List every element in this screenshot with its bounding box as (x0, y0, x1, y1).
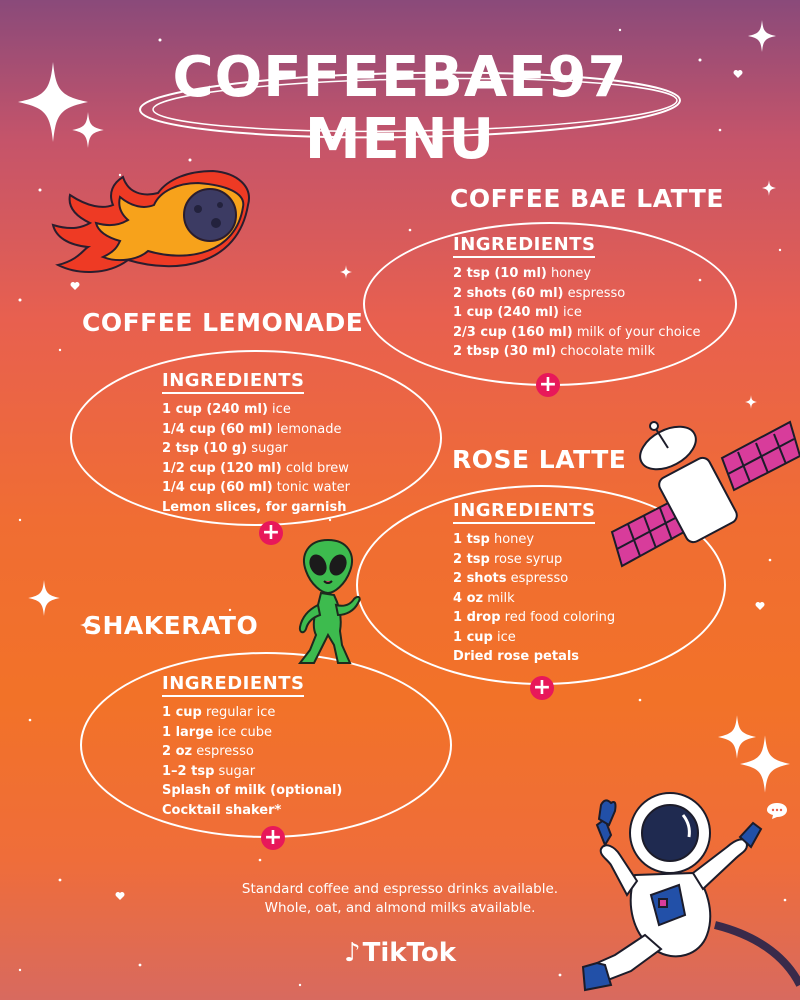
ingredient-quantity: 1 cup (453, 629, 493, 645)
comet-icon (48, 165, 258, 285)
ingredient-item (162, 478, 350, 498)
ingredient-item (453, 323, 701, 343)
ingredient-item (162, 703, 342, 723)
ingredient-quantity: 1/2 cup (120 ml) (162, 460, 282, 476)
ingredient-quantity: 2 tsp (10 ml) (453, 266, 547, 281)
tiktok-wordmark: TikTok (362, 938, 456, 968)
ingredient-name: lemonade (272, 421, 342, 437)
ingredient-item (162, 439, 350, 459)
ingredient-list (453, 530, 615, 667)
ingredient-name: rose syrup (489, 551, 563, 567)
ingredient-item (162, 781, 342, 801)
ingredient-quantity: 1/4 cup (60 ml) (162, 421, 273, 437)
ingredient-quantity: 1 drop (453, 610, 501, 625)
ingredient-item (162, 762, 342, 782)
ingredient-list (162, 400, 350, 517)
ingredient-list (453, 264, 701, 362)
ingredient-quantity: 1 tsp (453, 532, 490, 547)
drink-title-rose-latte: ROSE LATTE (452, 445, 627, 474)
alien-icon (288, 535, 368, 670)
chat-bubble-icon (766, 802, 788, 820)
ingredient-quantity: Splash of milk (optional) (162, 783, 343, 798)
footer-note-line-2: Whole, oat, and almond milks available. (264, 900, 536, 916)
ingredient-item (453, 628, 615, 648)
ingredient-name: ice (492, 629, 516, 645)
ingredient-quantity: 1 cup (162, 705, 202, 720)
ingredient-item (162, 400, 350, 420)
title-line-2: MENU (304, 107, 496, 172)
ingredient-item (453, 530, 615, 550)
ingredient-name: chocolate milk (556, 344, 655, 359)
ingredient-quantity: 4 oz (453, 590, 484, 606)
add-shakerato-button[interactable]: + (261, 826, 285, 850)
ingredient-item (453, 608, 615, 628)
title-line-1: COFFEEBAE97 (172, 45, 628, 110)
drink-title-coffee-lemonade: COFFEE LEMONADE (82, 308, 364, 337)
ingredients-heading: INGREDIENTS (453, 234, 595, 258)
tiktok-brand (0, 938, 800, 968)
ingredients-heading: INGREDIENTS (162, 673, 304, 697)
ingredient-item (453, 589, 615, 609)
ingredient-item (162, 498, 350, 518)
ingredient-quantity: 1 cup (240 ml) (453, 305, 559, 320)
ingredient-name: regular ice (201, 705, 276, 720)
ingredient-name: honey (546, 266, 592, 281)
tiktok-logo-icon: ♪ (344, 938, 361, 968)
ingredient-item (453, 647, 615, 667)
ingredient-item (453, 342, 701, 362)
ingredient-quantity: 2 tbsp (30 ml) (453, 344, 557, 359)
ingredients-heading: INGREDIENTS (453, 500, 595, 524)
ingredient-item (162, 742, 342, 762)
ingredient-item (453, 284, 701, 304)
ingredient-quantity: 1–2 tsp (162, 763, 215, 779)
ingredient-item (162, 420, 350, 440)
ingredient-name: red food coloring (500, 610, 616, 625)
ingredient-quantity: Cocktail shaker* (162, 802, 282, 818)
drink-title-coffee-bae-latte: COFFEE BAE LATTE (450, 184, 724, 213)
ingredient-item (162, 459, 350, 479)
ingredient-name: cold brew (281, 460, 349, 476)
ingredient-item (162, 723, 342, 743)
ingredient-quantity: 2 shots (60 ml) (453, 285, 564, 301)
add-coffee-bae-latte-button[interactable]: + (536, 373, 560, 397)
ingredient-quantity: 2 tsp (453, 551, 490, 567)
drink-title-shakerato: SHAKERATO (84, 611, 259, 640)
ingredient-name: espresso (192, 744, 254, 759)
add-coffee-lemonade-button[interactable]: + (259, 521, 283, 545)
ingredient-item (453, 550, 615, 570)
ingredient-name: sugar (247, 441, 288, 456)
ingredient-name: tonic water (272, 480, 351, 495)
ingredient-list (162, 703, 342, 820)
ingredient-quantity: 1/4 cup (60 ml) (162, 480, 273, 495)
ingredient-name: espresso (563, 285, 626, 301)
ingredient-quantity: 2/3 cup (160 ml) (453, 324, 573, 340)
ingredient-name: ice cube (213, 724, 273, 740)
footer-note-line-1: Standard coffee and espresso drinks available. (241, 881, 559, 897)
ingredient-name: ice (267, 402, 291, 417)
ingredient-quantity: 2 tsp (10 g) (162, 441, 248, 456)
ingredient-name: ice (558, 305, 582, 320)
ingredient-quantity: 2 oz (162, 744, 193, 759)
add-rose-latte-button[interactable]: + (530, 676, 554, 700)
ingredient-quantity: 2 shots (453, 571, 507, 586)
ingredient-item (453, 569, 615, 589)
ingredients-heading: INGREDIENTS (162, 370, 304, 394)
ingredient-item (162, 801, 342, 821)
ingredient-name: sugar (214, 763, 256, 779)
satellite-icon (610, 412, 800, 572)
ingredient-quantity: Dried rose petals (453, 649, 580, 664)
ingredient-quantity: 1 cup (240 ml) (162, 402, 268, 417)
ingredient-quantity: Lemon slices, for garnish (162, 499, 347, 515)
ingredient-quantity: 1 large (162, 724, 214, 740)
ingredient-name: espresso (506, 571, 569, 586)
ingredient-name: milk of your choice (572, 324, 701, 340)
ingredient-item (453, 264, 701, 284)
ingredient-name: milk (483, 590, 515, 606)
ingredient-item (453, 303, 701, 323)
ingredient-name: honey (489, 532, 535, 547)
